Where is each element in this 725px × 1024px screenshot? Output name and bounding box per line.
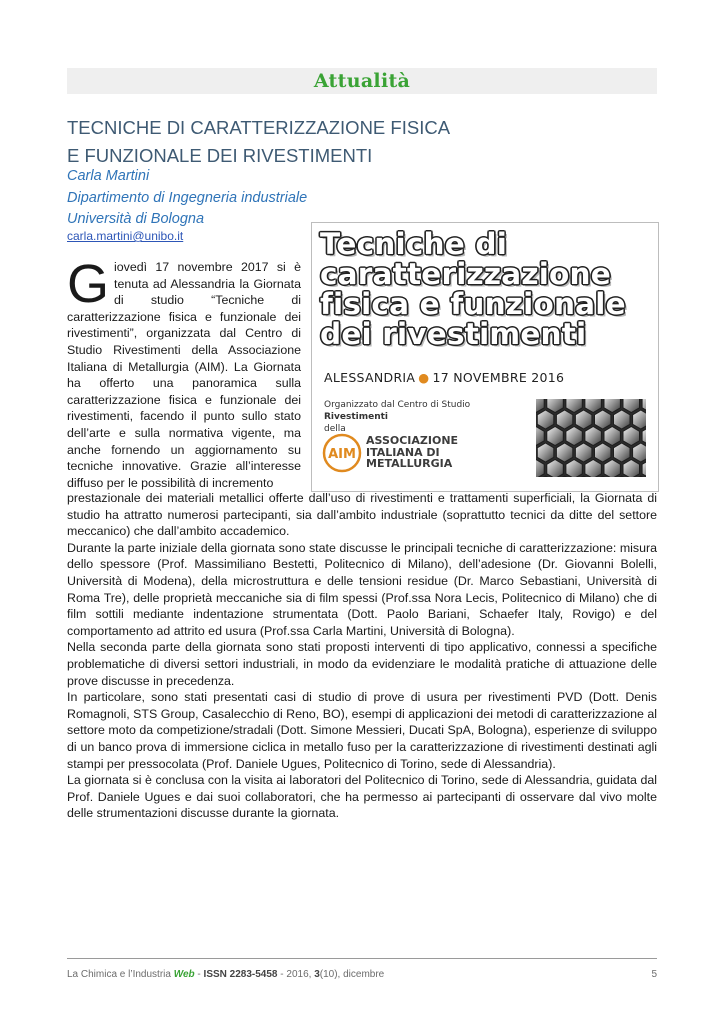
poster-city: ALESSANDRIA	[324, 370, 416, 385]
organizer-line-1: Organizzato dal Centro di Studio	[324, 400, 471, 410]
hexagon-cell	[537, 443, 554, 462]
hexagon-cell	[556, 410, 572, 429]
hexagon-cell	[566, 427, 582, 446]
hexagon-cell	[623, 427, 640, 446]
association-line-3: METALLURGIA	[366, 457, 453, 470]
poster-title	[320, 229, 650, 349]
intro-text: iovedì 17 novembre 2017 si è tenuta ad Alessandria la Giornata di studio “Tecniche di caratterizzazione fisica e funzionale dei rivestimenti”, organizzata dal Centro di Studio Rivestimenti della Associazione Italiana di Metallurgia (AIM). La Giornata ha offerto una panoramica sulla caratterizzazione fisica e funzionale dei rivestimenti, facendo il punto sullo stato dell’arte e sulla normativa vigente, ma anche fornendo un aggiornamento su tecniche innovative. Grazie all’interesse diffuso per le possibilità di incremento	[67, 260, 301, 490]
poster-title-line-3: fisica e funzionale	[320, 287, 626, 321]
footer-volume: 3	[314, 969, 320, 980]
organizer-line-3: della	[324, 424, 346, 434]
poster-organizer	[324, 399, 470, 435]
association-line-1: ASSOCIAZIONE	[366, 434, 459, 447]
poster-title-line-2: caratterizzazione	[320, 257, 611, 291]
footer-year: 2016,	[286, 969, 312, 980]
body-paragraph-4: In particolare, sono stati presentati casi di studio di prove di usura per rivestimenti PVD (Dott. Denis Romagnoli, STS Group, Casalecchio di Reno, BO), esempi di applicazioni dei metodi di caratterizzazione al settore moto da competizione/stradali (Dott. Simone Messieri, Ducati SpA, Bologna), esperienze di sviluppo di un banco prova di immersione ciclica in metallo fuso per la caratterizzazione di rivestimenti destinati agli stampi per pressocolata (Prof. Daniele Ugues, Politecnico di Torino, sede di Alessandria).	[67, 690, 657, 771]
title-line-1: TECNICHE DI CARATTERIZZAZIONE FISICA	[67, 117, 451, 138]
hexagon-cell	[604, 427, 620, 446]
drop-cap: G	[67, 254, 110, 314]
body-paragraph-1: prestazionale dei materiali metallici offerte dall’uso di rivestimenti e trattamenti superficiali, la Giornata di studio ha attratto numerosi partecipanti, sia dall’ambito industriale (soprattutto tecnici da ditte del settore meccanico) che dall’ambito accademico.	[67, 491, 657, 539]
poster-date-text: 17 NOVEMBRE 2016	[432, 370, 565, 385]
hexagon-cell	[547, 427, 564, 446]
hexagon-cell	[575, 410, 592, 429]
poster-date	[324, 370, 564, 385]
organizer-line-2: Rivestimenti	[324, 412, 389, 422]
body-paragraph-5: La giornata si è conclusa con la visita ai laboratori del Politecnico di Torino, sede di Alessandria, guidata dal Prof. Daniele Ugues e dai suoi collaboratori, che ha permesso ai partecipanti di osservare dal vivo molte delle strumentazioni discusse durante la giornata.	[67, 773, 657, 821]
association-line-2: ITALIANA DI	[366, 445, 440, 459]
author-email-link[interactable]: carla.martini@unibo.it	[67, 229, 184, 243]
author-block	[67, 166, 307, 231]
hexagon-cell	[614, 443, 631, 462]
author-university: Università di Bologna	[67, 211, 205, 227]
footer-issn: ISSN 2283-5458	[203, 969, 278, 980]
bullet-icon: ●	[418, 370, 430, 385]
poster-title-line-4: dei rivestimenti	[320, 317, 587, 351]
intro-paragraph	[67, 254, 301, 491]
title-line-2: E FUNZIONALE DEI RIVESTIMENTI	[67, 145, 373, 166]
footer-web: Web	[173, 969, 195, 980]
hexagon-coating-image	[536, 399, 646, 477]
hexagon-cell	[595, 410, 611, 429]
footer-journal: La Chimica e l’Industria	[67, 969, 171, 980]
hexagon-cell	[556, 443, 572, 462]
footer-issue: (10), dicembre	[319, 969, 385, 980]
aim-logo-icon	[322, 433, 362, 473]
page-number: 5	[651, 969, 657, 980]
section-banner	[67, 68, 657, 94]
hexagon-cell	[595, 443, 611, 462]
hexagon-cell	[585, 427, 602, 446]
aim-logo-text: AIM	[328, 447, 356, 462]
hexagon-cell	[614, 410, 631, 429]
association-name	[366, 435, 458, 470]
body-paragraph-2: Durante la parte iniziale della giornata sono state discusse le principali tecniche di caratterizzazione: misura dello spessore (Prof. Massimiliano Bestetti, Politecnico di Milano), dell’adesione (Dr. Giovanni Bolelli, Università di Modena), della microstruttura e delle tensioni residue (Dr. Marco Sebastiani, Università di Roma Tre), delle proprietà meccaniche sia di film spessi (Prof.ssa Nora Lecis, Politecnico di Milano) che di film sottili mediante indentazione strumentata (Dott. Paolo Bariani, Schaefer Italy, Rovigo) e del comportamento ad attrito ed usura (Prof.ssa Carla Martini, Università di Bologna).	[67, 540, 657, 638]
footer-divider	[67, 958, 657, 959]
hexagon-cell	[537, 410, 554, 429]
event-poster	[311, 222, 659, 492]
hexagon-cell	[575, 443, 592, 462]
author-department: Dipartimento di Ingegneria industriale	[67, 189, 308, 206]
author-name: Carla Martini	[67, 168, 150, 184]
poster-title-line-1: Tecniche di	[320, 227, 508, 261]
article-body	[67, 490, 657, 822]
section-label: Attualità	[313, 70, 411, 92]
page-footer: La Chimica e l’Industria Web - ISSN 2283-5458 - 2016, 3(10), dicembre	[67, 969, 385, 980]
body-paragraph-3: Nella seconda parte della giornata sono stati proposti interventi di tipo applicativo, connessi a specifiche problematiche di diversi settori industriali, in modo da evidenziare le modalità pratiche di attuazione delle prove discusse in precedenza.	[67, 640, 657, 688]
article-title	[67, 114, 627, 170]
